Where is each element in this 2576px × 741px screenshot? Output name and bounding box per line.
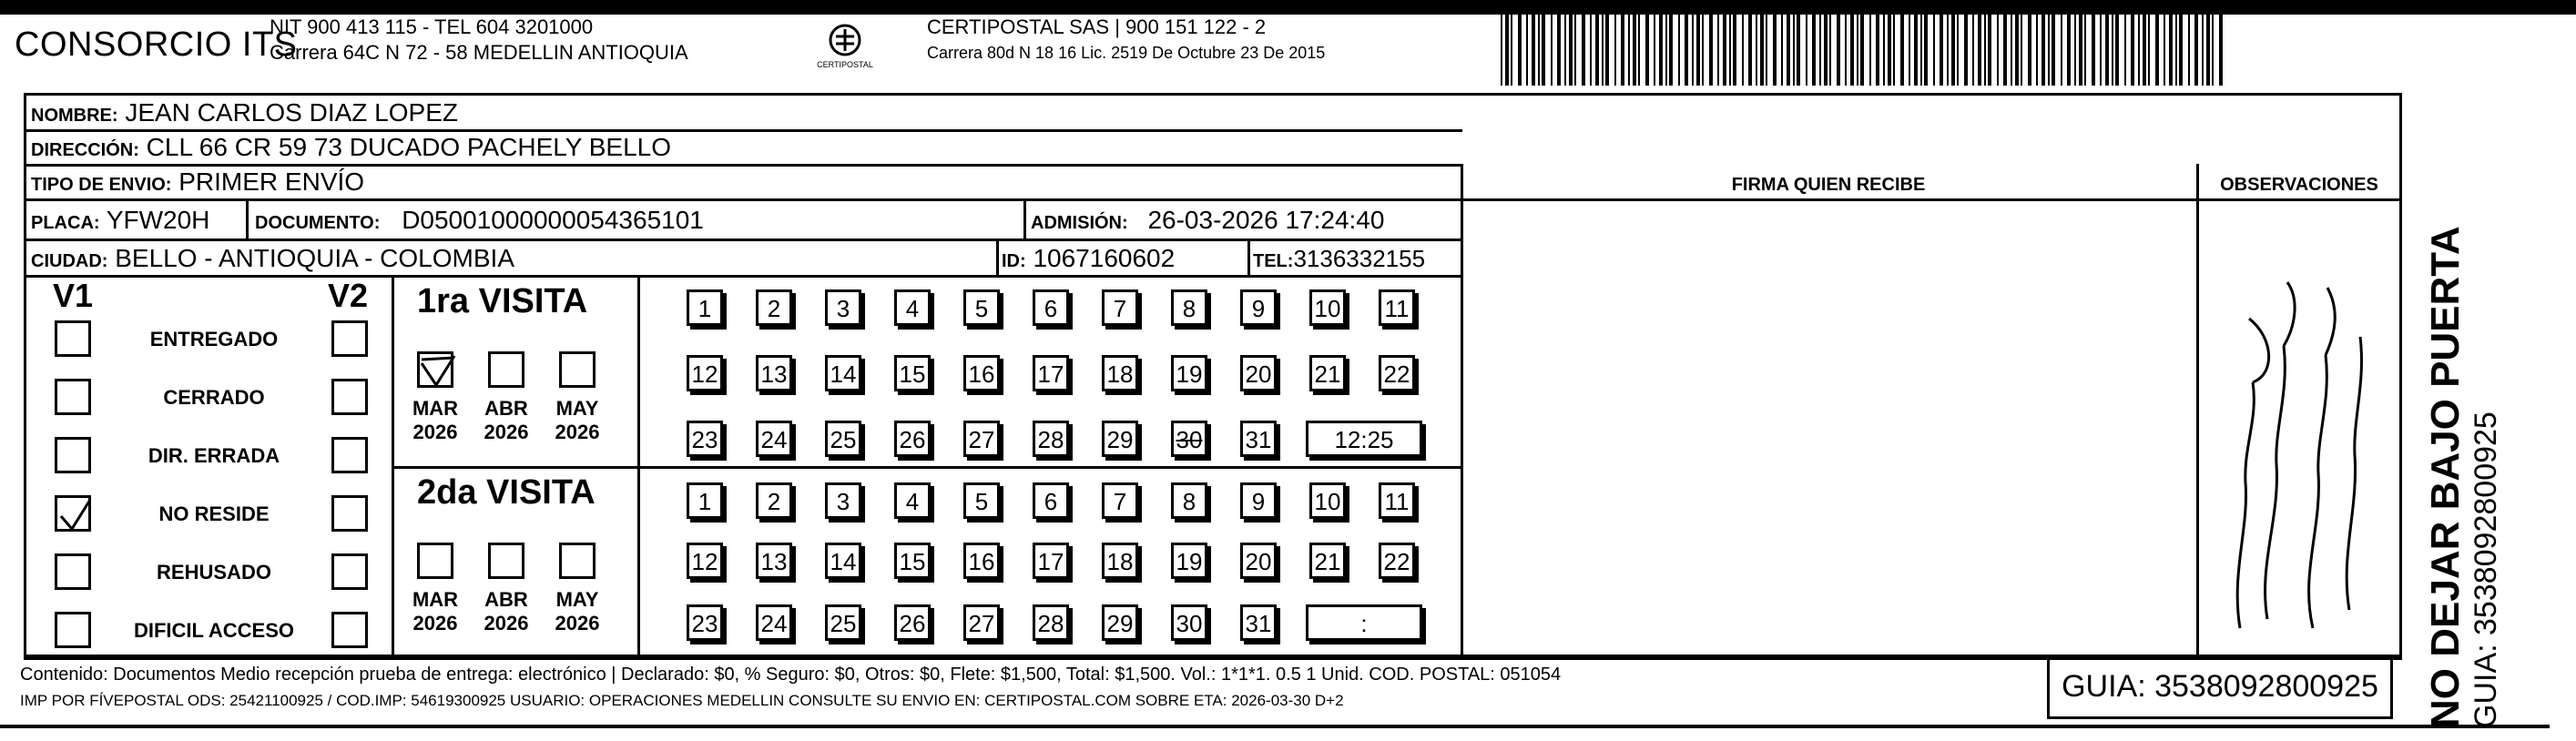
first-visit-day[interactable]: 18 bbox=[1102, 355, 1138, 391]
logo-icon bbox=[812, 16, 878, 80]
second-visit-day[interactable]: 10 bbox=[1309, 482, 1346, 519]
barcode-bar bbox=[2048, 7, 2050, 86]
barcode-bar bbox=[1665, 7, 1667, 86]
documento-label: DOCUMENTO: bbox=[255, 213, 381, 233]
barcode-bar bbox=[2041, 7, 2045, 86]
certipostal-info bbox=[927, 15, 1325, 66]
cell-divider bbox=[1247, 239, 1250, 275]
status-label: DIR. ERRADA bbox=[148, 444, 280, 467]
barcode-bar bbox=[1900, 7, 1904, 86]
second-visit-day[interactable]: 8 bbox=[1171, 482, 1207, 519]
barcode-bar bbox=[1837, 7, 1840, 86]
row-divider bbox=[24, 275, 1462, 278]
id-value: 1067160602 bbox=[1033, 244, 1176, 272]
second-visit-title: 2da VISITA bbox=[417, 473, 596, 512]
first-visit-day[interactable]: 4 bbox=[894, 289, 931, 326]
first-visit-day[interactable]: 17 bbox=[1033, 355, 1069, 391]
first-visit-day[interactable]: 12 bbox=[687, 355, 723, 391]
barcode-bar bbox=[1964, 7, 1968, 86]
certipostal-logo bbox=[812, 16, 878, 80]
barcode-bar bbox=[1850, 7, 1854, 86]
second-visit-day[interactable]: 27 bbox=[963, 604, 1000, 641]
barcode-bar bbox=[2015, 7, 2019, 86]
v2-checkbox[interactable] bbox=[331, 379, 368, 415]
status-label: REHUSADO bbox=[157, 561, 271, 584]
tipo-label: TIPO DE ENVIO: bbox=[31, 175, 172, 195]
barcode-bar bbox=[1972, 7, 1974, 86]
second-visit-day[interactable]: 26 bbox=[894, 604, 931, 641]
barcode-bar bbox=[1787, 7, 1790, 86]
barcode-bar bbox=[1595, 7, 1599, 86]
month-checkbox[interactable] bbox=[559, 543, 596, 579]
v2-checkbox[interactable] bbox=[331, 553, 368, 590]
barcode-bar bbox=[1628, 7, 1630, 86]
month-year: 2026 bbox=[484, 421, 529, 443]
v1-checkbox[interactable] bbox=[55, 320, 91, 357]
barcode-bar bbox=[1614, 7, 1616, 86]
barcode-bar bbox=[1920, 7, 1922, 86]
month-label bbox=[408, 588, 463, 635]
barcode-bar bbox=[1590, 7, 1592, 86]
barcode-bar bbox=[2011, 7, 2012, 86]
barcode-bar bbox=[1557, 7, 1561, 86]
month-name: MAY bbox=[555, 397, 599, 420]
barcode-bar bbox=[1756, 7, 1757, 86]
first-visit-day[interactable]: 10 bbox=[1309, 289, 1346, 326]
first-visit-day[interactable]: 15 bbox=[894, 355, 931, 391]
barcode-bar bbox=[1883, 7, 1885, 86]
barcode-bar bbox=[1569, 7, 1573, 86]
ciudad-value: BELLO - ANTIOQUIA - COLOMBIA bbox=[115, 244, 514, 272]
barcode-bar bbox=[1532, 7, 1535, 86]
second-visit-day[interactable]: 5 bbox=[963, 482, 1000, 519]
first-visit-day[interactable]: 2 bbox=[756, 289, 792, 326]
barcode-bar bbox=[1638, 7, 1640, 86]
direccion-field bbox=[31, 133, 671, 162]
first-visit-title: 1ra VISITA bbox=[417, 282, 588, 320]
second-visit-day[interactable]: 15 bbox=[894, 543, 931, 579]
barcode-bar bbox=[1702, 7, 1704, 86]
address-line: Carrera 64C N 72 - 58 MEDELLIN ANTIOQUIA bbox=[270, 41, 688, 64]
barcode-bar bbox=[1924, 7, 1928, 86]
id-field bbox=[1002, 244, 1175, 273]
imp-text: IMP POR FÍVEPOSTAL ODS: 25421100925 / COD.IMP: 54619300925 USUARIO: OPERACIONES MEDELLIN CONSULTE SU ENVIO EN: CERTIPOSTAL.COM SOBRE ETA: 2026-03-30 D+2 bbox=[20, 692, 1344, 709]
side-warning: NO DEJAR BAJO PUERTA bbox=[2423, 226, 2468, 728]
nombre-value: JEAN CARLOS DIAZ LOPEZ bbox=[125, 98, 458, 127]
barcode-bar bbox=[1717, 7, 1719, 86]
barcode-bar bbox=[2021, 7, 2022, 86]
footer-divider bbox=[24, 657, 2402, 660]
barcode-bar bbox=[1709, 7, 1713, 86]
barcode-bar bbox=[1909, 7, 1910, 86]
month-year: 2026 bbox=[555, 421, 600, 443]
first-visit-day[interactable]: 16 bbox=[963, 355, 1000, 391]
certi-line: CERTIPOSTAL SAS | 900 151 122 - 2 bbox=[927, 15, 1267, 38]
firma-header: FIRMA QUIEN RECIBE bbox=[1731, 175, 1926, 195]
first-visit-day[interactable]: 1 bbox=[687, 289, 723, 326]
barcode-bar bbox=[2112, 7, 2113, 86]
barcode-bar bbox=[1914, 7, 1918, 86]
admision-label: ADMISIÓN: bbox=[1031, 213, 1128, 233]
barcode-bar bbox=[2084, 7, 2086, 86]
month-checkbox[interactable] bbox=[417, 351, 453, 388]
barcode-bar bbox=[2036, 7, 2038, 86]
placa-value: YFW20H bbox=[106, 206, 210, 234]
tel-value: 3136332155 bbox=[1293, 245, 1426, 272]
barcode-bar bbox=[1933, 7, 1935, 86]
guia-text: GUIA: 3538092800925 bbox=[2062, 669, 2378, 704]
barcode-bar bbox=[1723, 7, 1726, 86]
second-visit-day[interactable]: 21 bbox=[1309, 543, 1346, 579]
first-visit-day[interactable]: 6 bbox=[1033, 289, 1069, 326]
v2-checkbox[interactable] bbox=[331, 495, 368, 532]
status-label: ENTREGADO bbox=[149, 328, 279, 350]
column-divider bbox=[1461, 164, 1463, 657]
first-visit-day[interactable]: 22 bbox=[1379, 355, 1415, 391]
first-visit-day[interactable]: 30 bbox=[1171, 421, 1207, 457]
barcode-bar bbox=[1797, 7, 1800, 86]
v1-checkbox[interactable] bbox=[55, 437, 91, 473]
barcode-bar bbox=[1733, 7, 1736, 86]
barcode-bar bbox=[2061, 7, 2062, 86]
barcode-bar bbox=[2028, 7, 2031, 86]
month-name: ABR bbox=[484, 588, 528, 611]
barcode-bar bbox=[1518, 7, 1522, 86]
barcode-bar bbox=[1602, 7, 1604, 86]
observaciones-header: OBSERVACIONES bbox=[2220, 175, 2378, 195]
month-name: MAR bbox=[412, 397, 459, 420]
barcode-bar bbox=[1806, 7, 1807, 86]
check-mark-icon bbox=[420, 354, 456, 391]
second-visit-day[interactable]: 7 bbox=[1102, 482, 1138, 519]
barcode-bar bbox=[2219, 7, 2223, 86]
barcode-bar bbox=[2169, 7, 2173, 86]
month-year: 2026 bbox=[484, 612, 529, 634]
first-visit-day[interactable]: 21 bbox=[1309, 355, 1346, 391]
barcode-bar bbox=[2175, 7, 2177, 86]
barcode-bar bbox=[1621, 7, 1624, 86]
v2-checkbox[interactable] bbox=[331, 612, 368, 648]
second-visit-day[interactable]: 22 bbox=[1379, 543, 1415, 579]
first-visit-day[interactable]: 31 bbox=[1240, 421, 1277, 457]
barcode-bar bbox=[1645, 7, 1649, 86]
barcode-bar bbox=[1888, 7, 1891, 86]
contenido-text: Contenido: Documentos Medio recepción prueba de entrega: electrónico | Declarado: $0, % Seguro: $0, Otros: $0, Flete: $1,500, Total: $1,500. Vol.: 1*1*1. 0.5 1 Unid. COD. POSTAL: 051054 bbox=[20, 665, 1562, 685]
barcode-bar bbox=[2115, 7, 2119, 86]
second-visit-day[interactable]: 14 bbox=[825, 543, 861, 579]
barcode-bar bbox=[1501, 7, 1502, 86]
v1-checkbox[interactable] bbox=[55, 612, 91, 648]
barcode-bar bbox=[2105, 7, 2109, 86]
cell-divider bbox=[246, 198, 249, 239]
second-visit-day[interactable]: 6 bbox=[1033, 482, 1069, 519]
v1-checkbox[interactable] bbox=[55, 379, 91, 415]
barcode-bar bbox=[1582, 7, 1585, 86]
second-visit-day[interactable]: 16 bbox=[963, 543, 1000, 579]
visit-divider bbox=[392, 466, 1462, 469]
month-label bbox=[550, 588, 605, 635]
first-visit-day[interactable]: 20 bbox=[1240, 355, 1277, 391]
barcode-bar bbox=[1551, 7, 1553, 86]
guia-box bbox=[2047, 655, 2393, 719]
barcode-bar bbox=[1526, 7, 1528, 86]
tipo-field bbox=[31, 167, 364, 197]
barcode-bar bbox=[1857, 7, 1858, 86]
tel-label: TEL: bbox=[1253, 251, 1294, 271]
barcode-bar bbox=[1654, 7, 1655, 86]
second-visit-day[interactable]: 2 bbox=[756, 482, 792, 519]
second-visit-day[interactable]: 28 bbox=[1033, 604, 1069, 641]
barcode-bar bbox=[1505, 7, 1509, 86]
barcode-bar bbox=[2202, 7, 2204, 86]
barcode-bar bbox=[1860, 7, 1864, 86]
barcode-bar bbox=[2212, 7, 2214, 86]
barcode-bar bbox=[1947, 7, 1949, 86]
direccion-label: DIRECCIÓN: bbox=[31, 140, 139, 160]
barcode-bar bbox=[2138, 7, 2140, 86]
second-visit-day[interactable]: 24 bbox=[756, 604, 792, 641]
nombre-field bbox=[31, 98, 458, 127]
row-divider bbox=[24, 164, 1462, 167]
observaciones-handwriting bbox=[2213, 228, 2395, 646]
month-name: MAR bbox=[412, 588, 459, 611]
barcode-bar bbox=[1685, 7, 1688, 86]
month-name: ABR bbox=[484, 397, 528, 420]
placa-label: PLACA: bbox=[31, 213, 100, 233]
tel-field bbox=[1253, 244, 1425, 273]
first-visit-day[interactable]: 11 bbox=[1379, 289, 1415, 326]
second-visit-day[interactable]: 12 bbox=[687, 543, 723, 579]
barcode-bar bbox=[1748, 7, 1752, 86]
barcode-bar bbox=[1773, 7, 1777, 86]
first-visit-day[interactable]: 19 bbox=[1171, 355, 1207, 391]
check-mark-icon bbox=[57, 498, 94, 534]
barcode-bar bbox=[1957, 7, 1959, 86]
direccion-value: CLL 66 CR 59 73 DUCADO PACHELY BELLO bbox=[146, 133, 671, 161]
month-year: 2026 bbox=[412, 612, 458, 634]
second-visit-day[interactable]: 11 bbox=[1379, 482, 1415, 519]
month-year: 2026 bbox=[412, 421, 458, 443]
barcode-bar bbox=[1819, 7, 1821, 86]
barcode-bar bbox=[1812, 7, 1816, 86]
barcode-bar bbox=[1988, 7, 1991, 86]
barcode-bar bbox=[1869, 7, 1871, 86]
v1-checkbox[interactable] bbox=[55, 495, 91, 532]
barcode-bar bbox=[1659, 7, 1663, 86]
first-visit-day[interactable]: 8 bbox=[1171, 289, 1207, 326]
first-visit-time[interactable]: 12:25 bbox=[1306, 421, 1422, 457]
barcode-bar bbox=[1633, 7, 1636, 86]
barcode-bar bbox=[1538, 7, 1540, 86]
bottom-line bbox=[0, 725, 2550, 728]
month-label bbox=[550, 397, 605, 444]
barcode-bar bbox=[1669, 7, 1673, 86]
month-label bbox=[408, 397, 463, 444]
barcode-bar bbox=[1845, 7, 1847, 86]
month-checkbox[interactable] bbox=[559, 351, 596, 388]
month-checkbox[interactable] bbox=[417, 543, 453, 579]
logo-text: CERTIPOSTAL bbox=[817, 60, 873, 69]
barcode-bar bbox=[1978, 7, 1981, 86]
second-visit-time[interactable]: : bbox=[1306, 604, 1422, 641]
barcode-bar bbox=[2164, 7, 2165, 86]
handwriting-drawing bbox=[2213, 228, 2395, 646]
barcode-bar bbox=[2067, 7, 2071, 86]
barcode-bar bbox=[1605, 7, 1609, 86]
barcode-bar bbox=[2131, 7, 2134, 86]
first-visit-day[interactable]: 23 bbox=[687, 421, 723, 457]
second-visit-day[interactable]: 3 bbox=[825, 482, 861, 519]
barcode-bar bbox=[1511, 7, 1512, 86]
documento-value: D05001000000054365101 bbox=[402, 206, 704, 234]
barcode-bar bbox=[1742, 7, 1744, 86]
month-name: MAY bbox=[555, 588, 599, 611]
row-divider bbox=[24, 129, 1462, 132]
v2-checkbox[interactable] bbox=[331, 320, 368, 357]
second-visit-day[interactable]: 13 bbox=[756, 543, 792, 579]
documento-field bbox=[255, 206, 704, 235]
barcode bbox=[1501, 7, 2229, 86]
barcode-bar bbox=[2188, 7, 2190, 86]
first-visit-day[interactable]: 14 bbox=[825, 355, 861, 391]
first-visit-day[interactable]: 26 bbox=[894, 421, 931, 457]
status-label: NO RESIDE bbox=[158, 502, 270, 525]
company-name: CONSORCIO ITS bbox=[15, 25, 298, 64]
first-visit-day[interactable]: 28 bbox=[1033, 421, 1069, 457]
side-guia: GUIA: 3538092800925 bbox=[2469, 411, 2503, 728]
column-divider bbox=[2196, 164, 2199, 657]
second-visit-day[interactable]: 4 bbox=[894, 482, 931, 519]
barcode-bar bbox=[1574, 7, 1576, 86]
barcode-bar bbox=[1564, 7, 1566, 86]
row-divider bbox=[24, 239, 1462, 241]
v2-label: V2 bbox=[328, 277, 369, 314]
tipo-value: PRIMER ENVÍO bbox=[178, 167, 365, 196]
month-year: 2026 bbox=[555, 612, 600, 634]
first-visit-day[interactable]: 25 bbox=[825, 421, 861, 457]
id-label: ID: bbox=[1002, 251, 1026, 271]
admision-field bbox=[1031, 206, 1384, 235]
v1-checkbox[interactable] bbox=[55, 553, 91, 590]
second-visit-day[interactable]: 23 bbox=[687, 604, 723, 641]
barcode-bar bbox=[2194, 7, 2198, 86]
row-divider bbox=[24, 198, 2402, 201]
company-info bbox=[270, 15, 688, 66]
ciudad-field bbox=[31, 244, 514, 273]
barcode-bar bbox=[2052, 7, 2055, 86]
month-checkbox[interactable] bbox=[488, 543, 524, 579]
barcode-bar bbox=[2179, 7, 2183, 86]
barcode-bar bbox=[1829, 7, 1831, 86]
barcode-bar bbox=[2003, 7, 2007, 86]
barcode-bar bbox=[1824, 7, 1828, 86]
first-visit-day[interactable]: 29 bbox=[1102, 421, 1138, 457]
barcode-bar bbox=[1696, 7, 1700, 86]
status-label: CERRADO bbox=[163, 386, 265, 409]
month-label bbox=[479, 397, 534, 444]
v1-label: V1 bbox=[53, 277, 94, 314]
barcode-bar bbox=[1876, 7, 1879, 86]
placa-field bbox=[31, 206, 209, 235]
barcode-bar bbox=[2124, 7, 2126, 86]
ciudad-label: CIUDAD: bbox=[31, 251, 108, 271]
first-visit-day[interactable]: 7 bbox=[1102, 289, 1138, 326]
barcode-bar bbox=[1893, 7, 1895, 86]
barcode-bar bbox=[1766, 7, 1767, 86]
certi-address: Carrera 80d N 18 16 Lic. 2519 De Octubre 23 De 2015 bbox=[927, 44, 1326, 62]
second-visit-day[interactable]: 30 bbox=[1171, 604, 1207, 641]
barcode-bar bbox=[2100, 7, 2102, 86]
nit-line: NIT 900 413 115 - TEL 604 3201000 bbox=[270, 15, 594, 38]
barcode-bar bbox=[1729, 7, 1731, 86]
cell-divider bbox=[1023, 198, 1026, 239]
barcode-bar bbox=[1781, 7, 1783, 86]
calendar-divider bbox=[637, 275, 640, 657]
second-visit-day[interactable]: 29 bbox=[1102, 604, 1138, 641]
barcode-bar bbox=[1940, 7, 1943, 86]
admision-value: 26-03-2026 17:24:40 bbox=[1147, 206, 1385, 234]
second-visit-day[interactable]: 19 bbox=[1171, 543, 1207, 579]
first-visit-day[interactable]: 24 bbox=[756, 421, 792, 457]
barcode-bar bbox=[1793, 7, 1795, 86]
second-visit-day[interactable]: 18 bbox=[1102, 543, 1138, 579]
v2-checkbox[interactable] bbox=[331, 437, 368, 473]
barcode-bar bbox=[1678, 7, 1680, 86]
first-visit-day[interactable]: 13 bbox=[756, 355, 792, 391]
second-visit-day[interactable]: 25 bbox=[825, 604, 861, 641]
first-visit-day[interactable]: 9 bbox=[1240, 289, 1277, 326]
barcode-bar bbox=[1760, 7, 1764, 86]
first-visit-day[interactable]: 3 bbox=[825, 289, 861, 326]
first-visit-day[interactable]: 5 bbox=[963, 289, 1000, 326]
second-visit-day[interactable]: 17 bbox=[1033, 543, 1069, 579]
barcode-bar bbox=[1984, 7, 1986, 86]
status-label: DIFICIL ACCESO bbox=[133, 619, 294, 642]
month-label bbox=[479, 588, 534, 635]
side-text bbox=[2424, 226, 2504, 728]
second-visit-day[interactable]: 31 bbox=[1240, 604, 1277, 641]
second-visit-day[interactable]: 20 bbox=[1240, 543, 1277, 579]
cell-divider bbox=[996, 239, 999, 275]
barcode-bar bbox=[2143, 7, 2146, 86]
barcode-bar bbox=[2206, 7, 2210, 86]
first-visit-day[interactable]: 27 bbox=[963, 421, 1000, 457]
barcode-bar bbox=[2148, 7, 2150, 86]
barcode-bar bbox=[2074, 7, 2076, 86]
second-visit-day[interactable]: 1 bbox=[687, 482, 723, 519]
month-checkbox[interactable] bbox=[488, 351, 524, 388]
barcode-bar bbox=[2092, 7, 2095, 86]
barcode-bar bbox=[2155, 7, 2159, 86]
barcode-bar bbox=[1951, 7, 1955, 86]
barcode-bar bbox=[1997, 7, 1999, 86]
second-visit-day[interactable]: 9 bbox=[1240, 482, 1277, 519]
barcode-bar bbox=[2079, 7, 2082, 86]
barcode-bar bbox=[1692, 7, 1694, 86]
barcode-bar bbox=[1542, 7, 1545, 86]
nombre-label: NOMBRE: bbox=[31, 106, 118, 126]
